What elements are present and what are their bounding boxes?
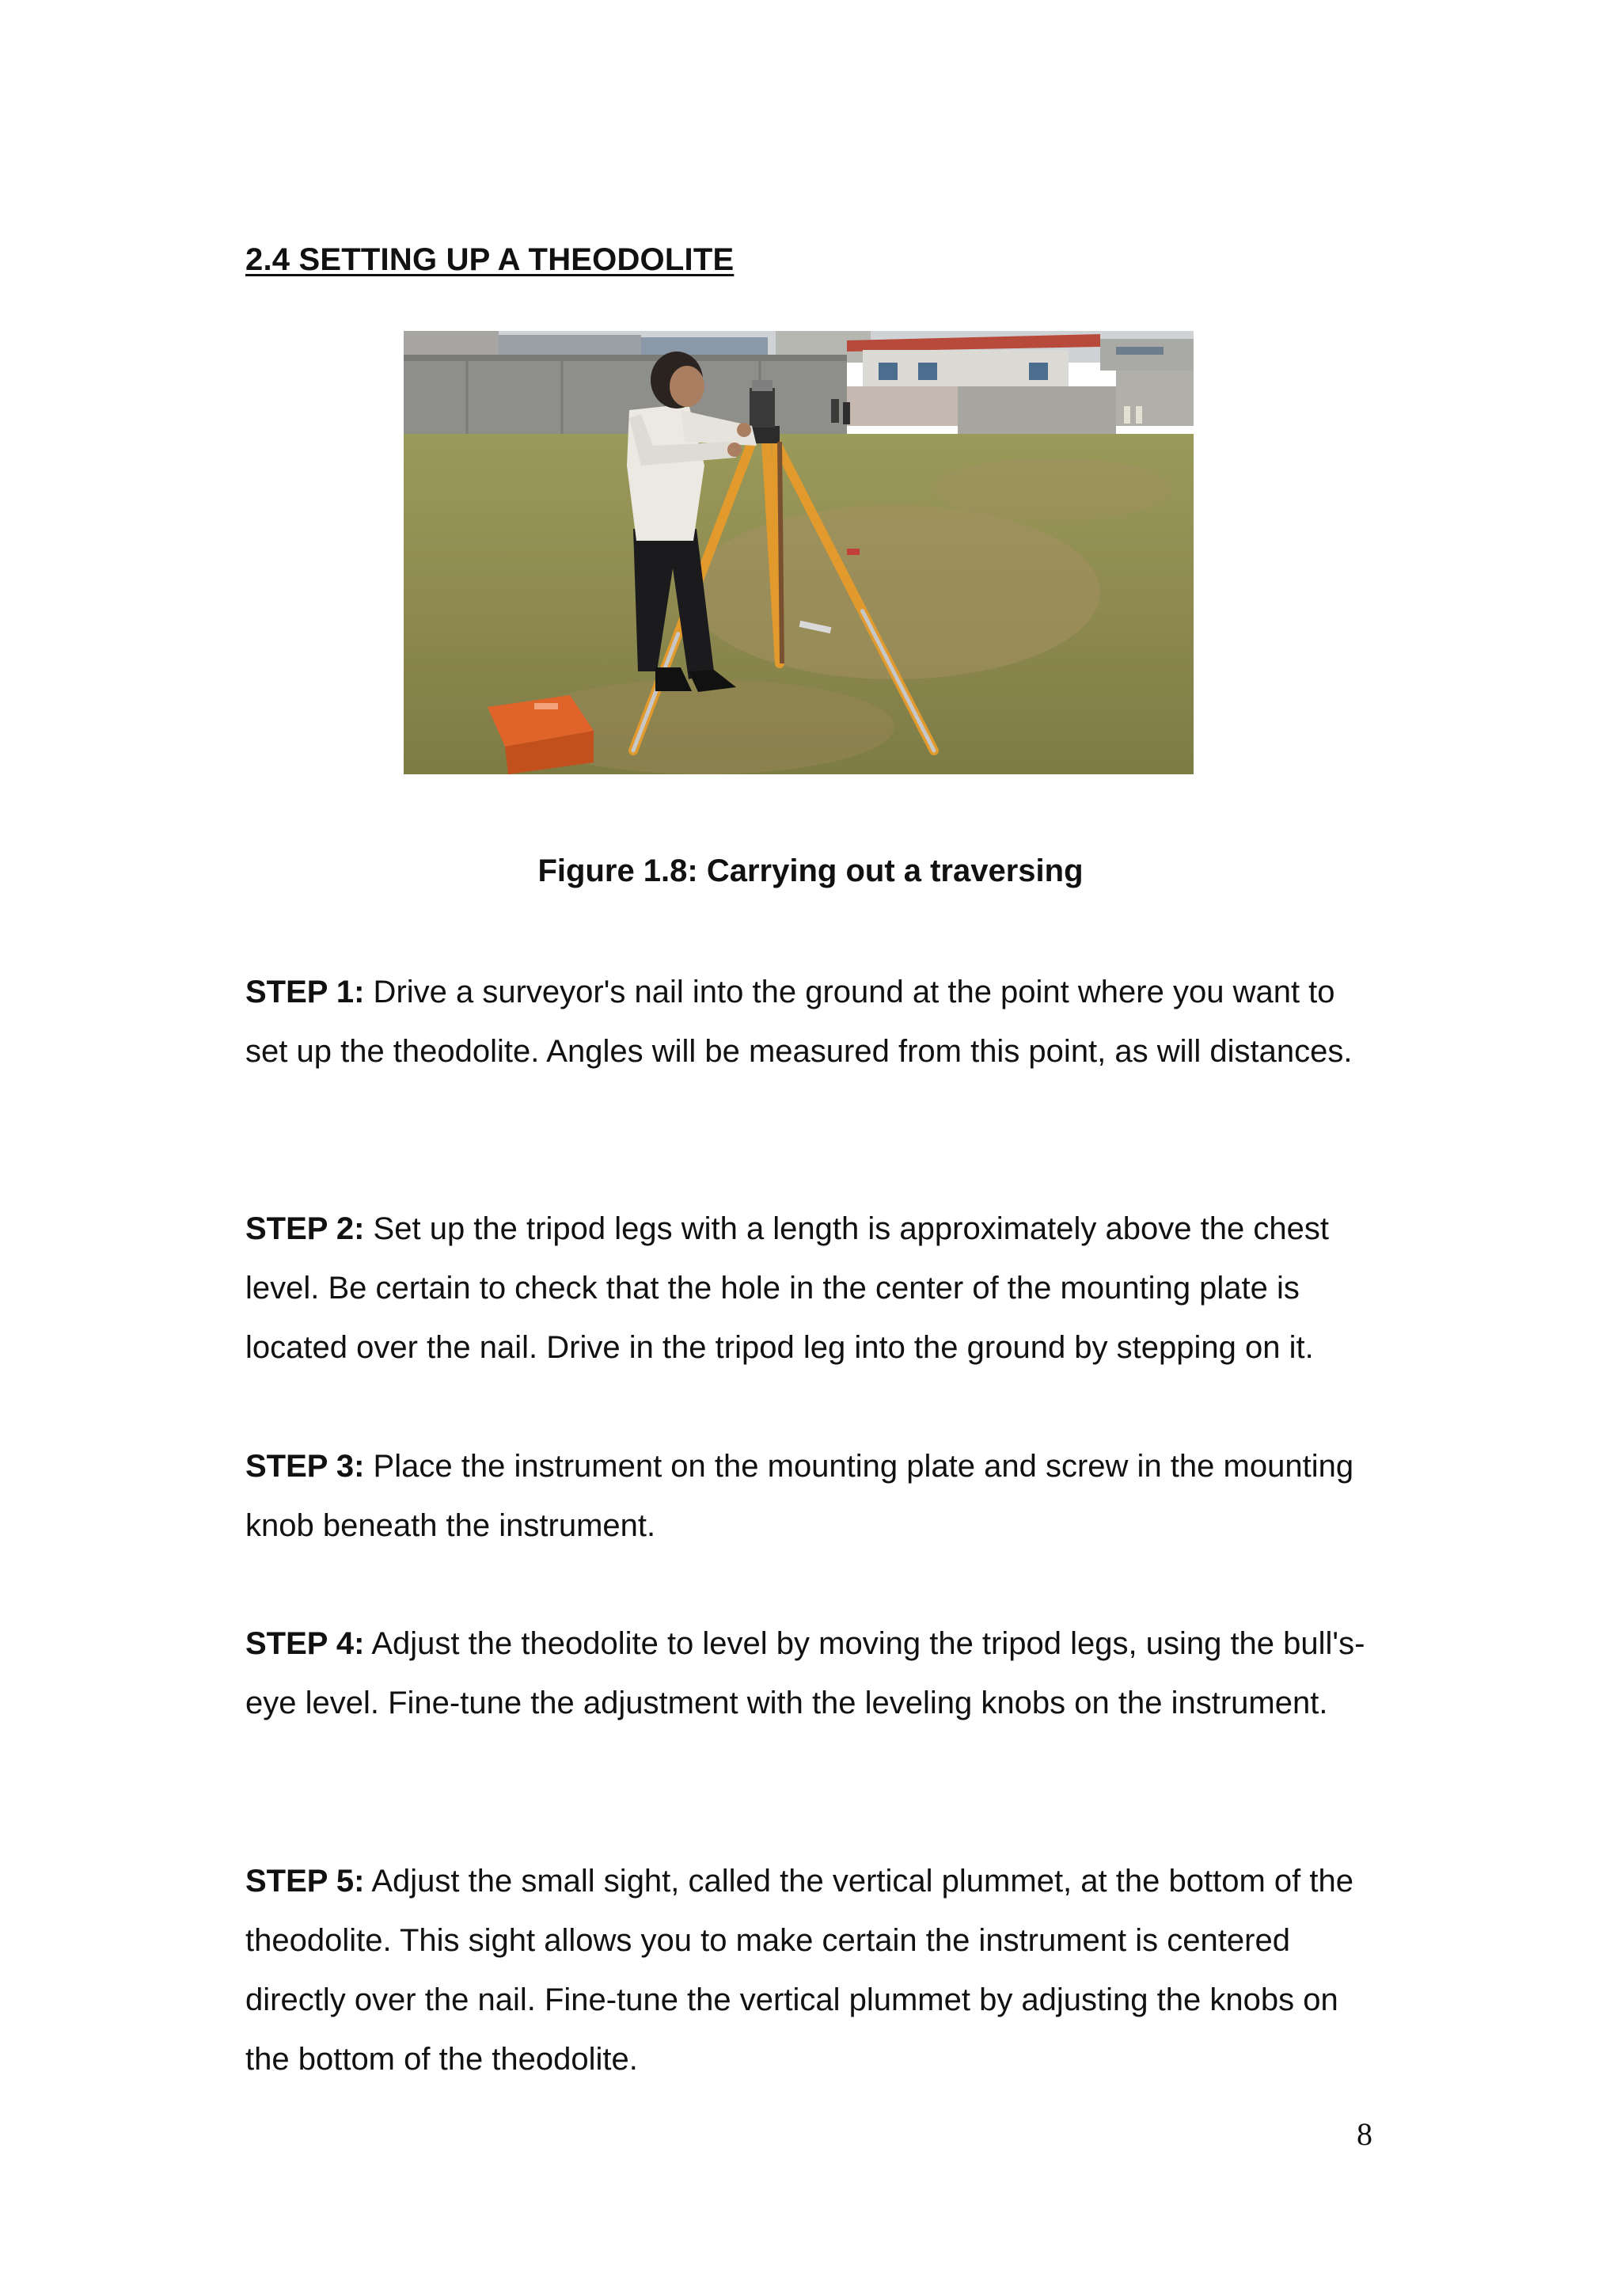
step-4-label: STEP 4: (245, 1626, 365, 1661)
step-1-label: STEP 1: (245, 975, 365, 1009)
figure-caption: Figure 1.8: Carrying out a traversing (537, 853, 1084, 888)
surveyor-theodolite-image (404, 331, 1194, 774)
section-heading: 2.4 SETTING UP A THEODOLITE (245, 242, 735, 277)
step-5-label: STEP 5: (245, 1864, 365, 1899)
step-4-paragraph (245, 1614, 1385, 1733)
step-1-paragraph (245, 963, 1385, 1081)
step-3-label: STEP 3: (245, 1449, 365, 1484)
step-3-paragraph (245, 1437, 1385, 1556)
step-2-label: STEP 2: (245, 1211, 365, 1246)
step-5-paragraph (245, 1852, 1385, 2089)
page-number: 8 (1357, 2116, 1372, 2152)
step-5-text: Adjust the small sight, called the vertical plummet, at the bottom of the theodolite. This sight allows you to make certain the instrument is centered directly over the nail. Fine-tune the vertical plummet by adjusting the knobs on the bottom of the theodolite. (245, 1864, 1353, 2077)
step-3-text: Place the instrument on the mounting plate and screw in the mounting knob beneath the instrument. (245, 1449, 1354, 1543)
figure-photo (404, 331, 1194, 774)
step-1-text: Drive a surveyor's nail into the ground at the point where you want to set up the theodolite. Angles will be measured from this point, as will distances. (245, 975, 1353, 1069)
step-4-text: Adjust the theodolite to level by moving the tripod legs, using the bull's-eye level. Fine-tune the adjustment with the leveling knobs on the instrument. (245, 1626, 1365, 1720)
step-2-paragraph (245, 1199, 1385, 1378)
step-2-text: Set up the tripod legs with a length is approximately above the chest level. Be certain to check that the hole in the center of the mounting plate is located over the nail. Drive in the tripod leg into the ground by stepping on it. (245, 1211, 1329, 1365)
